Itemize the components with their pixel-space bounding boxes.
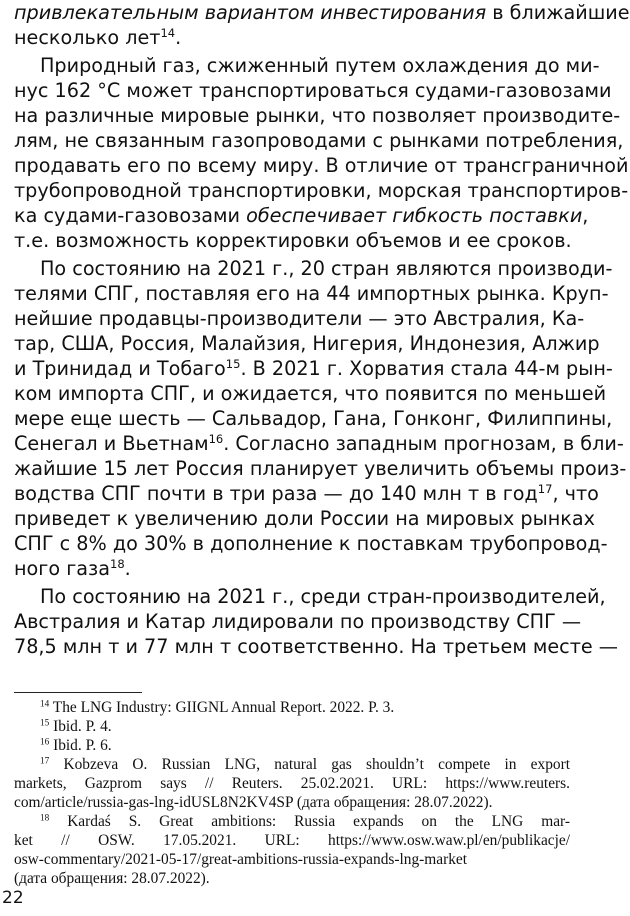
paragraph-line [14,228,570,253]
footnote-divider [14,692,142,693]
text-run: , [582,204,589,227]
text-run: The LNG Industry: GIIGNL Annual Report. 2022. P. 3. [49,699,395,716]
footnote-line [14,736,570,755]
paragraph-line [14,331,600,356]
footnote-marker: 17 [537,482,553,497]
text-run: (дата обращения: 28.07.2022). [14,870,210,887]
text-run: ket // OSW. 17.05.2021. URL: https://www.osw.waw.pl/en/publikacje/ [14,832,570,849]
italic-phrase: привлекательным вариантом инвестирования [14,1,487,24]
text-run: мере еще шесть — Сальвадор, Гана, Гонконг, Филиппины, [14,407,613,430]
text-run: markets, Gazprom says // Reuters. 25.02.2021. URL: https://www.reuters. [14,775,570,792]
footnote-line [14,793,570,812]
paragraph-line [14,78,612,103]
paragraph-line [14,203,589,228]
paragraph-line [14,456,627,481]
footnote-marker: 15 [40,717,50,728]
text-run: телями СПГ, поставляя его на 44 импортных рынка. Круп- [14,282,609,305]
text-run: жайшие 15 лет Россия планирует увеличить объемы произ- [14,457,627,480]
paragraph-line [14,609,582,634]
text-run: ного газа [14,557,111,580]
text-run: Kardaś S. Great ambitions: Russia expands on the LNG mar- [49,813,570,830]
paragraph-line [14,153,629,178]
paragraph-line [14,356,613,381]
paragraph-line [14,406,613,431]
text-run: Австралия и Катар лидировали по производству СПГ — [14,610,582,633]
text-run: . Согласно западным прогнозам, в бли- [223,432,624,455]
paragraph-line [14,306,585,331]
text-run: Kobzeva O. Russian LNG, natural gas shouldn’t compete in export [49,756,570,773]
text-run: трубопроводной транспортировки, морская транспортиров- [14,179,629,202]
text-run: нус 162 °С может транспортироваться судами-газовозами [14,79,612,102]
text-run: в ближайшие [486,1,630,24]
text-run: нейшие продавцы-производители — это Австралия, Ка- [14,307,585,330]
paragraph-line [14,25,570,50]
text-run: . В 2021 г. Хорватия стала 44-м рын- [240,357,613,380]
footnote-marker: 18 [40,812,50,823]
footnote-line [14,717,570,736]
paragraph-line [14,178,629,203]
text-run: водства СПГ почти в три раза — до 140 млн т в год [14,482,538,505]
paragraph-line [14,53,600,78]
text-run: osw-commentary/2021-05-17/great-ambitions-russia-expands-lng-market [14,851,468,868]
text-run: СПГ с 8% до 30% в дополнение к поставкам трубопровод- [14,532,608,555]
footnote-line [14,869,570,888]
text-run: приведет к увеличению доли России на мировых рынках [14,507,595,530]
footnote-marker: 15 [225,357,241,372]
text-run: несколько лет [14,26,161,49]
footnote-marker: 16 [208,432,224,447]
page-number: 22 [2,888,24,908]
text-run: Ibid. P. 4. [49,718,112,735]
paragraph-line [14,556,570,581]
paragraph-line [14,281,609,306]
text-run: 78,5 млн т и 77 млн т соответственно. На третьем месте — [14,635,618,658]
text-run: . [175,26,182,49]
footnote-line [14,850,570,869]
text-run: Природный газ, сжиженный путем охлаждения до ми- [40,54,600,77]
footnote-marker: 18 [110,557,125,572]
text-run: ка судами-газовозами [14,204,247,227]
footnote-marker: 17 [40,755,50,766]
text-run: т.е. возможность корректировки объемов и ее сроков. [14,229,572,252]
paragraph-line [14,128,624,153]
paragraph-line [14,531,608,556]
footnote-marker: 14 [40,698,50,709]
footnote-line [14,755,570,774]
text-run: com/article/russia-gas-lng-idUSL8N2KV4SP (дата обращения: 28.07.2022). [14,794,493,811]
italic-phrase: обеспечивает гибкость поставки [246,204,583,227]
paragraph-line [14,103,621,128]
paragraph-line [14,634,618,659]
paragraph-line [14,481,599,506]
footnote-line [14,774,570,793]
paragraph-line [14,431,624,456]
footnote-marker: 14 [160,26,176,41]
text-run: . [124,557,131,580]
text-run: , что [552,482,599,505]
footnote-line [14,831,570,850]
text-run: продавать его по всему миру. В отличие от трансграничной [14,154,629,177]
text-run: ком импорта СПГ, и ожидается, что появится по меньшей [14,382,607,405]
paragraph-line [14,0,630,25]
footnote-line [14,698,570,717]
text-run: Сенегал и Вьетнам [14,432,209,455]
text-run: тар, США, Россия, Малайзия, Нигерия, Индонезия, Алжир [14,332,600,355]
paragraph-line [14,256,613,281]
paragraph-line [14,506,595,531]
text-run: на различные мировые рынки, что позволяет производите- [14,104,621,127]
text-run: По состоянию на 2021 г., 20 стран являются производи- [40,257,613,280]
paragraph-line [14,381,607,406]
footnote-marker: 16 [40,736,50,747]
text-run: лям, не связанным газопроводами с рынками потребления, [14,129,624,152]
paragraph-line [14,584,606,609]
text-run: Ibid. P. 6. [49,737,112,754]
text-run: и Тринидад и Тобаго [14,357,226,380]
footnote-line [14,812,570,831]
text-run: По состоянию на 2021 г., среди стран-производителей, [40,585,606,608]
